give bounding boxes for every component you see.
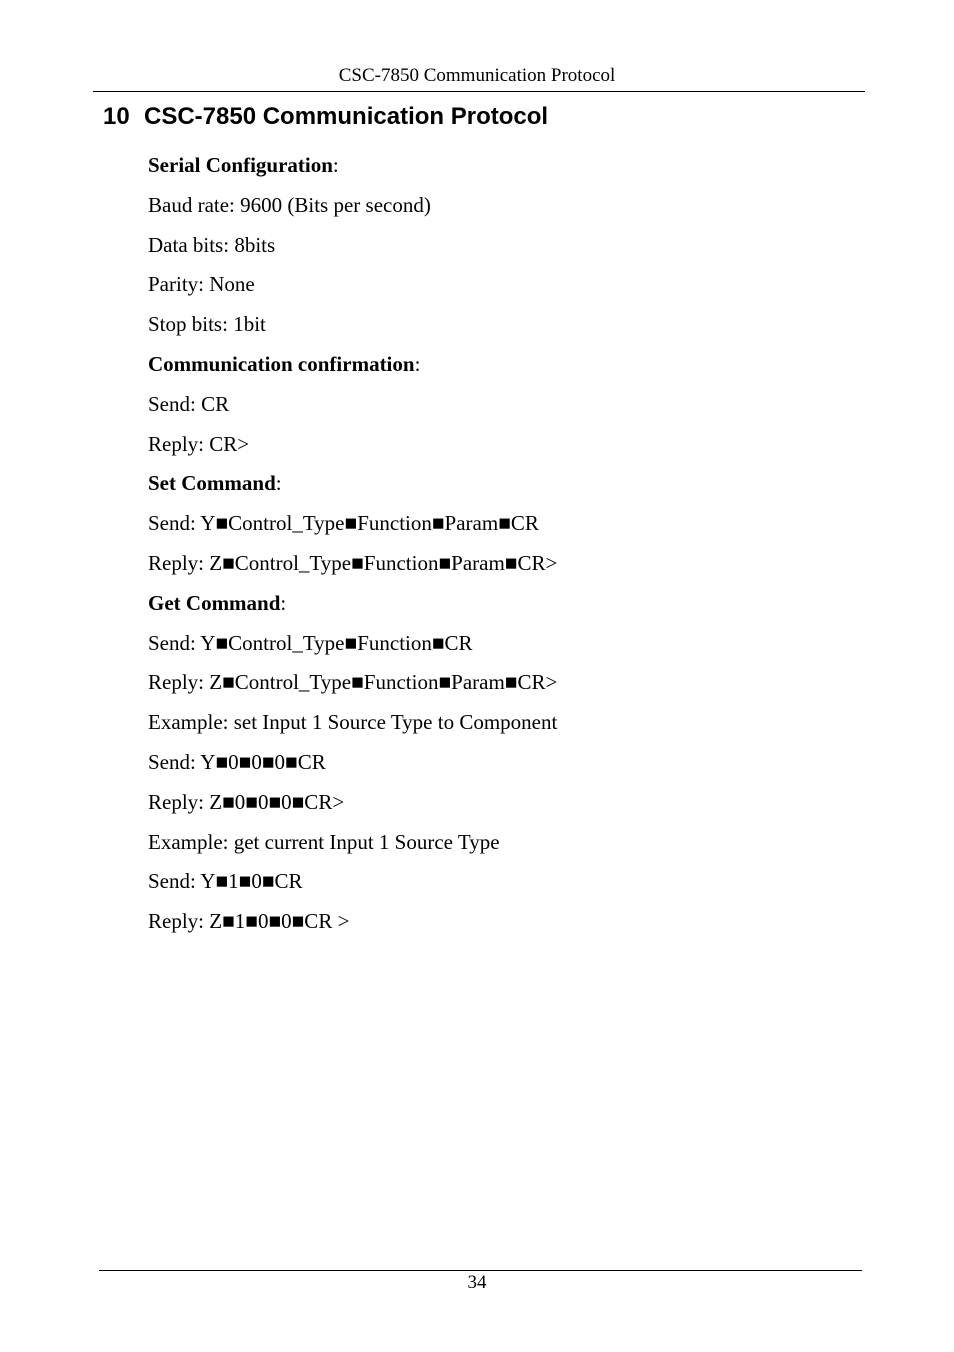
text-line — [148, 149, 848, 189]
header-rule — [93, 91, 865, 92]
line-text: Example: get current Input 1 Source Type — [148, 829, 500, 854]
line-bold: Communication confirmation — [148, 351, 415, 376]
section-number: 10 — [103, 103, 130, 130]
line-text: Data bits: 8bits — [148, 232, 276, 257]
section-title: CSC-7850 Communication Protocol — [144, 103, 549, 130]
text-line — [148, 189, 848, 229]
text-line — [148, 826, 848, 866]
text-line — [148, 746, 848, 786]
text-line — [148, 706, 848, 746]
protocol-body — [148, 149, 848, 945]
text-line — [148, 547, 848, 587]
line-text: Send: Y■Control_Type■Function■Param■CR — [148, 511, 539, 536]
text-line — [148, 587, 848, 627]
text-line — [148, 905, 848, 945]
line-text: Send: Y■1■0■CR — [148, 869, 303, 894]
line-bold: Set Command — [148, 471, 276, 496]
line-text: Send: CR — [148, 391, 230, 416]
line-text: Send: Y■0■0■0■CR — [148, 749, 326, 774]
text-line — [148, 865, 848, 905]
text-line — [148, 308, 848, 348]
text-line — [148, 467, 848, 507]
line-text: Reply: CR> — [148, 431, 250, 456]
line-bold: Get Command — [148, 590, 281, 615]
line-text: Stop bits: 1bit — [148, 312, 266, 337]
line-text: Parity: None — [148, 272, 255, 297]
line-bold: Serial Configuration — [148, 153, 333, 177]
text-line — [148, 268, 848, 308]
running-header: CSC-7850 Communication Protocol — [338, 65, 616, 86]
text-line — [148, 627, 848, 667]
page-number: 34 — [467, 1272, 487, 1293]
text-line — [148, 388, 848, 428]
line-text: Reply: Z■Control_Type■Function■Param■CR> — [148, 670, 558, 695]
line-text: : — [414, 351, 421, 376]
line-text: : — [280, 590, 287, 615]
line-text: Baud rate: 9600 (Bits per second) — [148, 192, 431, 217]
section-heading — [103, 101, 548, 133]
text-line — [148, 229, 848, 269]
text-line — [148, 348, 848, 388]
line-text: Reply: Z■Control_Type■Function■Param■CR> — [148, 550, 558, 575]
line-text: Reply: Z■1■0■0■CR > — [148, 909, 350, 934]
line-text: Example: set Input 1 Source Type to Component — [148, 710, 558, 735]
text-line — [148, 786, 848, 826]
line-text: : — [332, 153, 339, 177]
line-text: Reply: Z■0■0■0■CR> — [148, 789, 345, 814]
line-text: Send: Y■Control_Type■Function■CR — [148, 630, 473, 655]
text-line — [148, 428, 848, 468]
text-line — [148, 507, 848, 547]
line-text: : — [275, 471, 282, 496]
text-line — [148, 666, 848, 706]
